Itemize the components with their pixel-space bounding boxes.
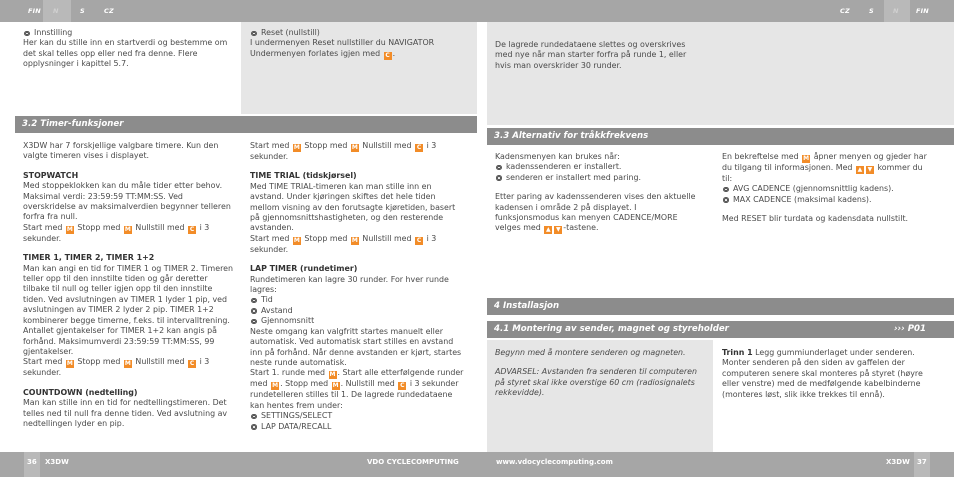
mode-key-icon: M xyxy=(803,155,810,162)
lang-tab-cz[interactable]: CZ xyxy=(104,7,114,15)
control-line: Start med M Stopp med M Nullstill med C i 3 sekunder. xyxy=(23,357,210,378)
reset-text-end: . xyxy=(392,48,396,58)
countdown-text: Man kan stille inn en tid for nedtellingstimeren. Det telles ned til null fra denne tiden. Ved avslutning av nedtellingen lyder en pip. xyxy=(23,398,228,428)
lang-tab-cz[interactable]: CZ xyxy=(840,7,850,15)
mode-key-icon: M xyxy=(66,360,73,368)
timer-col-1 xyxy=(23,141,235,429)
control-line: Start med M Stopp med M Nullstill med C i 3 sekunder. xyxy=(250,233,437,254)
mode-key-icon: M xyxy=(272,382,279,390)
section-header-4-1 xyxy=(487,321,954,338)
lang-tab-n[interactable]: N xyxy=(53,7,59,15)
footer-url[interactable]: www.vdocyclecomputing.com xyxy=(496,458,613,466)
page-number: 36 xyxy=(27,458,37,466)
innstilling-text: Her kan du stille inn en startverdi og bestemme om det skal telles opp eller ned fra denne. Flere opplysninger i kapittel 5.7. xyxy=(23,38,228,69)
section-title: 3.2 Timer-funksjoner xyxy=(22,119,124,129)
timers-title: TIMER 1, TIMER 2, TIMER 1+2 xyxy=(23,253,155,263)
mode-key-icon: M xyxy=(351,236,358,244)
lap-timer-title: LAP TIMER (rundetimer) xyxy=(250,264,358,274)
footer-model: X3DW xyxy=(886,458,910,466)
mode-key-icon: M xyxy=(293,144,300,151)
lang-tab-s[interactable]: S xyxy=(869,7,874,15)
lang-tab-n[interactable]: N xyxy=(893,7,899,15)
page-reference: ››› P01 xyxy=(894,324,926,334)
cadence-confirm-text: En bekreftelse med M åpner menyen og gjeder har du tilgang til informasjonen. Med ▲ ▼ kommer du til: xyxy=(722,152,927,183)
panel-bg xyxy=(487,22,713,125)
lap-data-note-text: De lagrede rundedataene slettes og overskrives med nye når man starter forfra på runde 1, eller hvis man overskrider 30 runder. xyxy=(495,40,687,70)
section-header-3-3 xyxy=(487,128,954,145)
page-number: 37 xyxy=(917,458,927,466)
clear-key-icon: C xyxy=(385,51,390,59)
top-language-bar xyxy=(0,0,954,22)
footer-model: X3DW xyxy=(45,458,69,466)
mode-key-icon: M xyxy=(329,371,336,379)
cadence-bullet: senderen er installert med paring. xyxy=(495,173,700,183)
section-title: 4 Installasjon xyxy=(494,301,560,311)
mode-key-icon: M xyxy=(66,225,73,233)
panel-bg xyxy=(713,22,954,125)
reset-bullet: Reset (nullstill) xyxy=(250,28,460,38)
section-header-4 xyxy=(487,298,954,315)
cadence-col-1 xyxy=(495,152,700,234)
section-header-3-2 xyxy=(15,116,477,133)
clear-key-icon: C xyxy=(189,225,195,233)
lap-data-note xyxy=(495,40,700,71)
clear-key-icon: C xyxy=(189,360,195,368)
cadence-bullet: kadenssenderen er installert. xyxy=(495,162,700,172)
plus-key-icon: ▲ xyxy=(857,166,863,173)
mode-key-icon: M xyxy=(332,382,339,390)
clear-key-icon: C xyxy=(416,144,422,151)
clear-key-icon: C xyxy=(416,236,422,244)
minus-key-icon: ▼ xyxy=(555,226,561,234)
lap-control-text: Start 1. runde med M . Start alle etterfølgende runder med M . Stopp med M . Nullstill med C i 3 sekunder rundetelleren stilles til 1. De lagrede rundedataene kan hentes frem under: xyxy=(250,368,464,410)
timer-col-2 xyxy=(250,141,464,432)
cadence-reset-text: Med RESET blir turdata og kadensdata nullstilt. xyxy=(722,214,909,224)
lap-bullet: LAP DATA/RECALL xyxy=(250,422,464,432)
step-text: Legg gummiunderlaget under senderen. Monter senderen på den siden av gaffelen der computeren senere skal monteres på styret (høyre eller venstre) med de medfølgende kabelbinderne (monteres løst, slik ikke trekkes til ennå). xyxy=(722,348,923,399)
lap-timer-text: Rundetimeren kan lagre 30 runder. For hver runde lagres: xyxy=(250,274,449,295)
lap-timer-text-2: Neste omgang kan valgfritt startes manuelt eller automatisk. Ved automatisk start stilles en avstand inn på forhånd. Når denne avstanden er kjørt, startes neste runde automatisk. xyxy=(250,326,462,367)
section-title: 4.1 Montering av sender, magnet og styreholder xyxy=(494,324,729,334)
clear-key-icon: C xyxy=(400,382,405,390)
lap-bullet: Tid xyxy=(250,295,464,305)
innstilling-block xyxy=(23,28,228,70)
installation-start: Begynn med å montere senderen og magneten. xyxy=(495,348,686,357)
control-line: Start med M Stopp med M Nullstill med C i 3 sekunder. xyxy=(250,141,437,161)
mode-key-icon: M xyxy=(293,236,300,244)
mode-key-icon: M xyxy=(124,360,131,368)
mode-key-icon: M xyxy=(124,225,131,233)
countdown-title: COUNTDOWN (nedtelling) xyxy=(23,387,138,397)
cadence-intro: Kadensmenyen kan brukes når: xyxy=(495,152,620,161)
step-1 xyxy=(722,348,932,400)
step-label: Trinn 1 xyxy=(722,348,753,357)
installation-note xyxy=(495,348,705,399)
stopwatch-title: STOPWATCH xyxy=(23,170,79,180)
timer-intro: X3DW har 7 forskjellige valgbare timere. Kun den valgte timeren vises i displayet. xyxy=(23,141,219,161)
lang-tab-s[interactable]: S xyxy=(80,7,85,15)
footer-brand: VDO CYCLECOMPUTING xyxy=(367,458,459,466)
stopwatch-text: Med stoppeklokken kan du måle tider etter behov. Maksimal verdi: 23:59:59 TT:MM:SS. Ved overskridelse av maksimalverdien begynner telleren forfra fra null. xyxy=(23,181,231,222)
plus-key-icon: ▲ xyxy=(545,226,551,234)
reset-block xyxy=(250,28,460,60)
mode-key-icon: M xyxy=(351,144,358,151)
minus-key-icon: ▼ xyxy=(867,166,873,173)
section-title: 3.3 Alternativ for tråkkfrekvens xyxy=(494,131,649,141)
cadence-text: Etter paring av kadenssenderen vises den aktuelle kadensen i område 2 på displayet. I funksjonsmodus kan menyen CADENCE/MORE velges med ▲ ▼ -tastene. xyxy=(495,192,696,234)
lap-bullet: Avstand xyxy=(250,306,464,316)
lang-tab-fin[interactable]: FIN xyxy=(28,7,41,15)
lap-bullet: Gjennomsnitt xyxy=(250,316,464,326)
control-line: Start med M Stopp med M Nullstill med C i 3 sekunder. xyxy=(23,222,210,243)
footer-bar xyxy=(0,452,954,477)
time-trial-title: TIME TRIAL (tidskjørsel) xyxy=(250,171,357,181)
innstilling-bullet: Innstilling xyxy=(23,28,228,38)
time-trial-text: Med TIME TRIAL-timeren kan man stille inn en avstand. Under kjøringen skiftes det hele tiden mellom visning av den forutsagte kjøretiden, basert på gjennomsnittshastigheten, og den resterende avstanden. xyxy=(250,181,456,233)
cadence-col-2 xyxy=(722,152,932,225)
cadence-option: AVG CADENCE (gjennomsnittlig kadens). xyxy=(722,184,932,194)
reset-text: I undermenyen Reset nullstiller du NAVIGATOR Undermenyen forlates igjen med xyxy=(250,38,435,58)
cadence-option: MAX CADENCE (maksimal kadens). xyxy=(722,195,932,205)
timers-text: Man kan angi en tid for TIMER 1 og TIMER 2. Timeren teller opp til den innstilte tiden og går deretter tilbake til null og teller igjen opp til den innstilte tiden. Ved avslutningen av TIMER 1 lyder 1 pip, ved avslutningen av TIMER 2 lyder 2 pip. TIMER 1+2 kombinerer begge timerne, f.eks. til intervalltrening. Antallet gjentakelser for TIMER 1+2 kan angis på forhånd. Maksimumverdi 23:59:59 TT:MM:SS, 99 gjentakelser. xyxy=(23,263,234,356)
installation-warning: ADVARSEL: Avstanden fra senderen til computeren på styret skal ikke overstige 60 cm (radiosignalets rekkevidde). xyxy=(495,367,697,398)
lang-tab-fin[interactable]: FIN xyxy=(916,7,929,15)
lap-bullet: SETTINGS/SELECT xyxy=(250,411,464,421)
